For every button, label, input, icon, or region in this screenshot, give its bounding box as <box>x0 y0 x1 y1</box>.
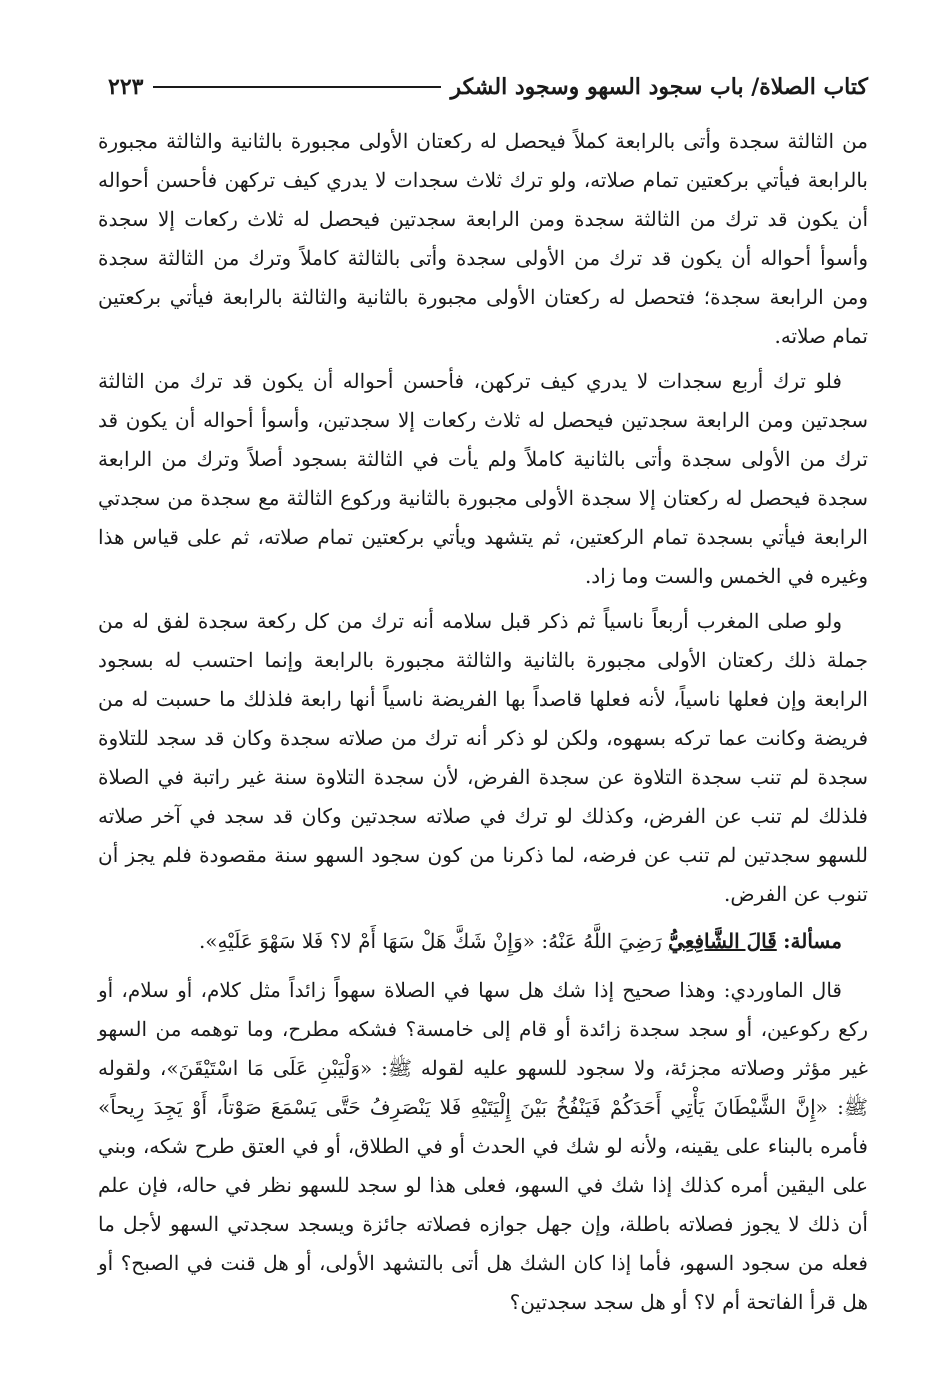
paragraph-1: من الثالثة سجدة وأتى بالرابعة كملاً فيحصل له ركعتان الأولى مجبورة بالثانية والثالثة مجبورة بالرابعة فيأتي بركعتين تمام صلاته، ولو ترك ثلاث سجدات لا يدري كيف تركهن فأحسن أحواله أن يكون قد ترك من الثالثة سجدة ومن الرابعة سجدتين فيحصل له ثلاث ركعات إلا سجدة وأسوأ أحواله أن يكون قد ترك من الأولى سجدة وأتى بالثالثة كاملاً وترك من الثالثة سجدة ومن الرابعة سجدة؛ فتحصل له ركعتان الأولى مجبورة بالثانية والثالثة بالرابعة فيأتي بركعتين تمام صلاته. <box>98 129 869 348</box>
masala-heading <box>98 922 868 961</box>
body-text <box>98 122 868 1322</box>
paragraph-2: فلو ترك أربع سجدات لا يدري كيف تركهن، فأحسن أحواله أن يكون قد ترك من الثالثة سجدتين ومن الرابعة سجدتين فيحصل له ثلاث ركعات إلا سجدتين، وأسوأ أحواله أن يكون قد ترك من الأولى سجدة وأتى بالثانية كاملاً ولم يأت في الثالثة بسجود أصلاً وترك من الرابعة سجدة فيحصل له ركعتان إلا سجدة الأولى مجبورة بالثانية وركوع الثالثة مع سجدة من سجدتي الرابعة فيأتي بسجدة تمام الركعتين، ثم يتشهد ويأتي بركعتين تمام صلاته، ثم على قياس هذا وغيره في الخمس والست وما زاد. <box>98 369 868 588</box>
running-title: كتاب الصلاة/ باب سجود السهو وسجود الشكر <box>450 74 868 100</box>
page-header <box>108 70 868 104</box>
header-rule <box>153 86 440 88</box>
masala-label: مسألة: <box>783 929 842 953</box>
masala-speaker: قَالَ الشَّافِعِيُّ <box>668 929 777 953</box>
page-number: ٢٢٣ <box>108 74 144 100</box>
paragraph-3: ولو صلى المغرب أربعاً ناسياً ثم ذكر قبل سلامه أنه ترك من كل ركعة سجدة لفق له من جملة ذلك ركعتان الأولى مجبورة بالثانية والثالثة مجبورة بالرابعة وإنما احتسب له بسجود الرابعة وإن فعلها ناسياً، لأنه فعلها قاصداً بها الفريضة ناسياً أنها رابعة فلذلك ما حسبت له من فريضة وكانت عما تركه بسهوه، ولكن لو ذكر أنه ترك من صلاته سجدة وكان قد سجد للتلاوة سجدة لم تنب سجدة التلاوة عن سجدة الفرض، لأن سجدة التلاوة سنة غير راتبة في الصلاة فلذلك لم تنب عن الفرض، وكذلك لو ترك في صلاته سجدتين وكان قد سجد في آخر صلاته للسهو سجدتين لم تنب عن فرضه، لما ذكرنا من كون سجود السهو سنة مقصودة فلم يجز أن تنوب عن الفرض. <box>98 609 868 906</box>
masala-text: رَضِيَ اللَّهُ عَنْهُ: «وَإِنْ شَكَّ هَلْ سَهَا أَمْ لا؟ فَلا سَهْوَ عَلَيْهِ». <box>198 929 662 953</box>
paragraph-4: قال الماوردي: وهذا صحيح إذا شك هل سها في الصلاة سهواً زائداً مثل كلام، أو سلام، أو ركع ركوعين، أو سجد سجدة زائدة أو قام إلى خامسة؟ فشكه مطرح، وما توهمه من السهو غير مؤثر وصلاته مجزئة، ولا سجود للسهو عليه لقوله ﷺ: «وَلْيَبْنِ عَلَى مَا اسْتَيْقَنَ»، ولقوله ﷺ: «إِنَّ الشَّيْطَانَ يَأْتِي أَحَدَكُمْ فَيَنْفُخُ بَيْنَ إِلْيَتَيْهِ فَلا يَنْصَرِفُ حَتَّى يَسْمَعَ صَوْتاً، أَوْ يَجِدَ رِيحاً» فأمره بالبناء على يقينه، ولأنه لو شك في الحدث أو في الطلاق، أو في العتق طرح شكه، وبني على اليقين أمره كذلك إذا شك في السهو، فعلى هذا لو سجد للسهو نظر في حاله، فإن علم أن ذلك لا يجوز فصلاته باطلة، وإن جهل جوازه فصلاته جائزة ويسجد سجدتي السهو لأجل ما فعله من سجود السهو، فأما إذا كان الشك هل أتى بالتشهد الأولى، أو هل قنت في الصبح؟ أو هل قرأ الفاتحة أم لا؟ أو هل سجد سجدتين؟ <box>98 978 869 1314</box>
